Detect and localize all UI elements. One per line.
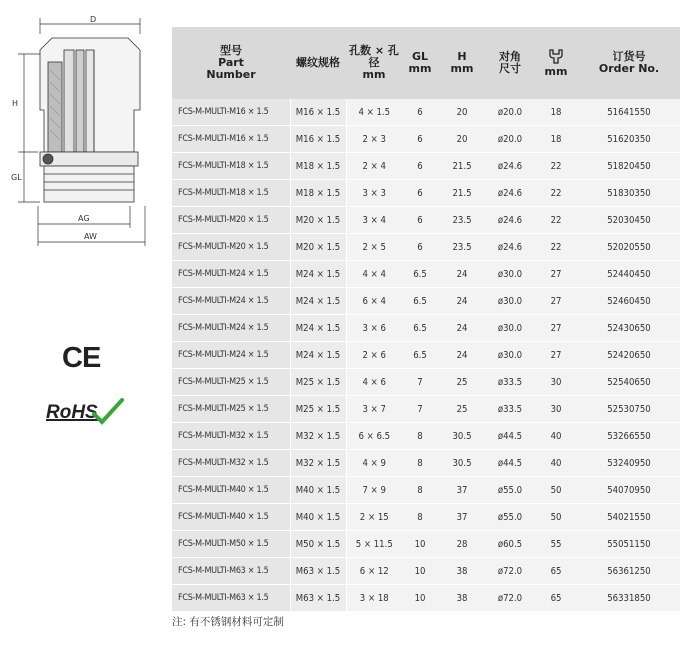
rohs-logo: [46, 398, 126, 432]
thread-cell: M20 × 1.5: [290, 234, 346, 261]
holes-cell: 3 × 7: [346, 396, 402, 423]
part-number-cell: FCS-M-MULTI-M24 × 1.5: [172, 261, 290, 288]
holes-cell: 6 × 4: [346, 288, 402, 315]
h-cell: 25: [438, 369, 486, 396]
part-number-cell: FCS-M-MULTI-M63 × 1.5: [172, 558, 290, 585]
gl-cell: 10: [402, 531, 438, 558]
diagonal-cell: ø30.0: [486, 342, 534, 369]
thread-cell: M40 × 1.5: [290, 477, 346, 504]
h-cell: 21.5: [438, 153, 486, 180]
part-number-cell: FCS-M-MULTI-M25 × 1.5: [172, 369, 290, 396]
table-row: [172, 504, 680, 531]
h-cell: 24: [438, 315, 486, 342]
order-no-cell: 51820450: [578, 153, 680, 180]
thread-cell: M16 × 1.5: [290, 126, 346, 153]
table-row: [172, 558, 680, 585]
part-number-cell: FCS-M-MULTI-M25 × 1.5: [172, 396, 290, 423]
holes-cell: 6 × 12: [346, 558, 402, 585]
part-number-cell: FCS-M-MULTI-M18 × 1.5: [172, 180, 290, 207]
order-no-cell: 55051150: [578, 531, 680, 558]
table-row: [172, 234, 680, 261]
dim-aw-label: AW: [84, 232, 97, 241]
header-gl: GL mm: [402, 27, 438, 99]
wrench-size-cell: 50: [534, 477, 578, 504]
table-row: [172, 450, 680, 477]
h-cell: 30.5: [438, 423, 486, 450]
part-number-cell: FCS-M-MULTI-M24 × 1.5: [172, 288, 290, 315]
h-cell: 38: [438, 585, 486, 612]
gl-cell: 8: [402, 450, 438, 477]
diagonal-cell: ø30.0: [486, 261, 534, 288]
h-cell: 23.5: [438, 207, 486, 234]
gl-cell: 8: [402, 423, 438, 450]
gl-cell: 7: [402, 396, 438, 423]
header-wrench-size: mm: [534, 27, 578, 99]
holes-cell: 3 × 18: [346, 585, 402, 612]
cable-gland-drawing: [10, 10, 160, 255]
checkmark-icon: [90, 398, 126, 426]
gl-cell: 6: [402, 99, 438, 126]
dim-gl-label: GL: [11, 173, 22, 182]
h-cell: 24: [438, 288, 486, 315]
order-no-cell: 54021550: [578, 504, 680, 531]
wrench-size-cell: 40: [534, 450, 578, 477]
holes-cell: 3 × 4: [346, 207, 402, 234]
h-cell: 21.5: [438, 180, 486, 207]
gl-cell: 8: [402, 477, 438, 504]
part-number-cell: FCS-M-MULTI-M32 × 1.5: [172, 423, 290, 450]
diagonal-cell: ø55.0: [486, 477, 534, 504]
wrench-size-cell: 55: [534, 531, 578, 558]
gl-cell: 6.5: [402, 288, 438, 315]
table-row: [172, 288, 680, 315]
thread-cell: M20 × 1.5: [290, 207, 346, 234]
part-number-cell: FCS-M-MULTI-M24 × 1.5: [172, 342, 290, 369]
table-row: [172, 585, 680, 612]
h-cell: 20: [438, 99, 486, 126]
thread-cell: M24 × 1.5: [290, 315, 346, 342]
table-row: [172, 369, 680, 396]
table-row: [172, 423, 680, 450]
header-holes: 孔数 × 孔径 mm: [346, 27, 402, 99]
table-row: [172, 531, 680, 558]
h-cell: 30.5: [438, 450, 486, 477]
gl-cell: 7: [402, 369, 438, 396]
holes-cell: 4 × 9: [346, 450, 402, 477]
gl-cell: 6: [402, 234, 438, 261]
diagonal-cell: ø72.0: [486, 585, 534, 612]
thread-cell: M24 × 1.5: [290, 342, 346, 369]
gl-cell: 10: [402, 585, 438, 612]
order-no-cell: 54070950: [578, 477, 680, 504]
wrench-size-cell: 65: [534, 558, 578, 585]
h-cell: 37: [438, 504, 486, 531]
thread-cell: M18 × 1.5: [290, 180, 346, 207]
diagonal-cell: ø24.6: [486, 180, 534, 207]
diagonal-cell: ø33.5: [486, 396, 534, 423]
part-number-cell: FCS-M-MULTI-M32 × 1.5: [172, 450, 290, 477]
order-no-cell: 52440450: [578, 261, 680, 288]
gl-cell: 6.5: [402, 342, 438, 369]
diagonal-cell: ø30.0: [486, 288, 534, 315]
table-row: [172, 477, 680, 504]
holes-cell: 2 × 4: [346, 153, 402, 180]
footnote: 注: 有不锈钢材料可定制: [172, 616, 284, 628]
wrench-size-cell: 18: [534, 126, 578, 153]
wrench-size-cell: 30: [534, 396, 578, 423]
diagonal-cell: ø20.0: [486, 126, 534, 153]
order-no-cell: 52460450: [578, 288, 680, 315]
order-no-cell: 52020550: [578, 234, 680, 261]
thread-cell: M40 × 1.5: [290, 504, 346, 531]
gl-cell: 6.5: [402, 261, 438, 288]
diagonal-cell: ø33.5: [486, 369, 534, 396]
order-no-cell: 56361250: [578, 558, 680, 585]
wrench-size-cell: 27: [534, 315, 578, 342]
header-thread: 螺纹规格: [290, 27, 346, 99]
holes-cell: 4 × 1.5: [346, 99, 402, 126]
thread-cell: M24 × 1.5: [290, 261, 346, 288]
gl-cell: 6.5: [402, 315, 438, 342]
wrench-size-cell: 40: [534, 423, 578, 450]
gl-cell: 6: [402, 153, 438, 180]
header-part-number: 型号 Part Number: [172, 27, 290, 99]
order-no-cell: 52430650: [578, 315, 680, 342]
thread-cell: M16 × 1.5: [290, 99, 346, 126]
h-cell: 23.5: [438, 234, 486, 261]
order-no-cell: 53266550: [578, 423, 680, 450]
holes-cell: 3 × 3: [346, 180, 402, 207]
diagonal-cell: ø44.5: [486, 423, 534, 450]
gl-cell: 8: [402, 504, 438, 531]
part-number-cell: FCS-M-MULTI-M16 × 1.5: [172, 99, 290, 126]
table-row: [172, 396, 680, 423]
thread-cell: M63 × 1.5: [290, 585, 346, 612]
diagonal-cell: ø72.0: [486, 558, 534, 585]
gl-cell: 6: [402, 207, 438, 234]
h-cell: 37: [438, 477, 486, 504]
thread-cell: M25 × 1.5: [290, 369, 346, 396]
order-no-cell: 51830350: [578, 180, 680, 207]
diagonal-cell: ø20.0: [486, 99, 534, 126]
order-no-cell: 53240950: [578, 450, 680, 477]
wrench-size-cell: 22: [534, 153, 578, 180]
order-no-cell: 52540650: [578, 369, 680, 396]
gl-cell: 10: [402, 558, 438, 585]
diagonal-cell: ø30.0: [486, 315, 534, 342]
wrench-size-cell: 22: [534, 180, 578, 207]
table-row: [172, 261, 680, 288]
wrench-size-cell: 18: [534, 99, 578, 126]
part-number-cell: FCS-M-MULTI-M50 × 1.5: [172, 531, 290, 558]
table-row: [172, 342, 680, 369]
h-cell: 25: [438, 396, 486, 423]
part-number-cell: FCS-M-MULTI-M40 × 1.5: [172, 504, 290, 531]
table-row: [172, 99, 680, 126]
thread-cell: M63 × 1.5: [290, 558, 346, 585]
diagonal-cell: ø60.5: [486, 531, 534, 558]
h-cell: 28: [438, 531, 486, 558]
diagonal-cell: ø24.6: [486, 153, 534, 180]
rohs-text: RoHS: [46, 402, 98, 423]
part-number-cell: FCS-M-MULTI-M18 × 1.5: [172, 153, 290, 180]
table-row: [172, 153, 680, 180]
wrench-size-cell: 27: [534, 342, 578, 369]
wrench-size-cell: 65: [534, 585, 578, 612]
part-number-cell: FCS-M-MULTI-M20 × 1.5: [172, 207, 290, 234]
diagonal-cell: ø44.5: [486, 450, 534, 477]
thread-cell: M50 × 1.5: [290, 531, 346, 558]
wrench-size-cell: 27: [534, 261, 578, 288]
thread-cell: M32 × 1.5: [290, 423, 346, 450]
dim-ag-label: AG: [78, 214, 90, 223]
holes-cell: 2 × 3: [346, 126, 402, 153]
table-row: [172, 180, 680, 207]
table-header-row: [172, 27, 680, 99]
order-no-cell: 52420650: [578, 342, 680, 369]
diagonal-cell: ø55.0: [486, 504, 534, 531]
thread-cell: M18 × 1.5: [290, 153, 346, 180]
h-cell: 20: [438, 126, 486, 153]
wrench-size-cell: 22: [534, 207, 578, 234]
part-number-cell: FCS-M-MULTI-M20 × 1.5: [172, 234, 290, 261]
h-cell: 24: [438, 261, 486, 288]
wrench-size-cell: 22: [534, 234, 578, 261]
ce-mark: CE: [62, 342, 101, 374]
thread-cell: M24 × 1.5: [290, 288, 346, 315]
holes-cell: 7 × 9: [346, 477, 402, 504]
wrench-size-cell: 50: [534, 504, 578, 531]
wrench-size-cell: 27: [534, 288, 578, 315]
order-no-cell: 56331850: [578, 585, 680, 612]
table-row: [172, 207, 680, 234]
h-cell: 38: [438, 558, 486, 585]
part-number-cell: FCS-M-MULTI-M16 × 1.5: [172, 126, 290, 153]
diagonal-cell: ø24.6: [486, 234, 534, 261]
wrench-icon: [547, 48, 565, 64]
part-number-cell: FCS-M-MULTI-M24 × 1.5: [172, 315, 290, 342]
order-no-cell: 51620350: [578, 126, 680, 153]
holes-cell: 2 × 5: [346, 234, 402, 261]
holes-cell: 4 × 4: [346, 261, 402, 288]
part-number-cell: FCS-M-MULTI-M63 × 1.5: [172, 585, 290, 612]
order-no-cell: 52030450: [578, 207, 680, 234]
dim-d-label: D: [90, 15, 97, 24]
header-h: H mm: [438, 27, 486, 99]
diagonal-cell: ø24.6: [486, 207, 534, 234]
table-row: [172, 126, 680, 153]
dim-h-label: H: [12, 99, 19, 108]
holes-cell: 2 × 6: [346, 342, 402, 369]
header-order-no: 订货号 Order No.: [578, 27, 680, 99]
table-row: [172, 315, 680, 342]
part-number-cell: FCS-M-MULTI-M40 × 1.5: [172, 477, 290, 504]
thread-cell: M32 × 1.5: [290, 450, 346, 477]
order-no-cell: 52530750: [578, 396, 680, 423]
holes-cell: 3 × 6: [346, 315, 402, 342]
gl-cell: 6: [402, 180, 438, 207]
gl-cell: 6: [402, 126, 438, 153]
holes-cell: 6 × 6.5: [346, 423, 402, 450]
thread-cell: M25 × 1.5: [290, 396, 346, 423]
spec-table: [172, 27, 680, 612]
holes-cell: 2 × 15: [346, 504, 402, 531]
header-diagonal: 对角 尺寸: [486, 27, 534, 99]
order-no-cell: 51641550: [578, 99, 680, 126]
holes-cell: 5 × 11.5: [346, 531, 402, 558]
wrench-size-cell: 30: [534, 369, 578, 396]
h-cell: 24: [438, 342, 486, 369]
holes-cell: 4 × 6: [346, 369, 402, 396]
